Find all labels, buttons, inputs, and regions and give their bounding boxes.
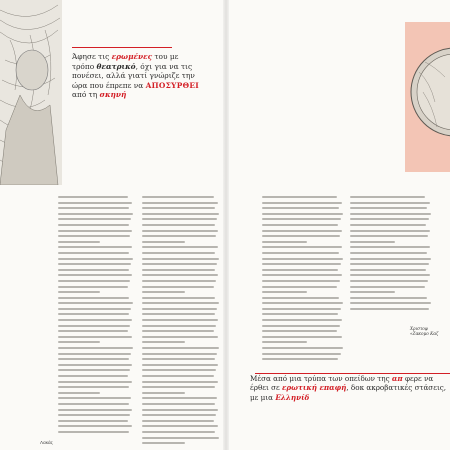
- text-line: [142, 252, 215, 254]
- text-line: [58, 291, 100, 293]
- text-line: [262, 336, 342, 338]
- text-line: [262, 235, 340, 237]
- text-line: [350, 280, 428, 282]
- text-line: [142, 207, 215, 209]
- text-line: [262, 341, 307, 343]
- text-line: [58, 241, 100, 243]
- pull-quote: [72, 52, 200, 100]
- text-line: [58, 386, 129, 388]
- text-line: [142, 414, 216, 416]
- text-line: [350, 286, 425, 288]
- text-line: [350, 207, 427, 209]
- text-line: [350, 263, 429, 265]
- text-line: [142, 437, 219, 439]
- text-line: [350, 230, 430, 232]
- text-line: [142, 409, 218, 411]
- text-line: [142, 353, 217, 355]
- text-line: [58, 230, 132, 232]
- bottom-quote-text: Μέσα από μια τρύπα των οπείδων της: [250, 374, 392, 383]
- text-line: [350, 196, 425, 198]
- text-line: [58, 207, 129, 209]
- text-line: [262, 269, 338, 271]
- text-line: [262, 280, 340, 282]
- text-line: [142, 386, 215, 388]
- bottom-quote-text: φερε να έρθει σε: [250, 374, 434, 393]
- caption-line: «Ζακομο Καζ: [410, 331, 439, 336]
- pull-quote-text: , όχι για να τις πονέσει, αλλά γιατί γνώριζε την ώρα που έπρεπε να: [72, 61, 195, 90]
- text-line: [262, 308, 341, 310]
- text-line: [262, 347, 343, 349]
- text-line: [262, 353, 341, 355]
- page-gutter: [223, 0, 229, 450]
- text-line: [262, 291, 307, 293]
- text-line: [142, 347, 219, 349]
- text-line: [58, 330, 128, 332]
- text-line: [58, 319, 132, 321]
- text-line: [142, 286, 214, 288]
- text-line: [142, 403, 215, 405]
- text-line: [262, 330, 337, 332]
- text-line: [142, 325, 216, 327]
- text-line: [58, 414, 130, 416]
- pull-quote-highlight: θεατρικό: [96, 61, 136, 71]
- text-line: [142, 246, 218, 248]
- text-line: [142, 341, 185, 343]
- text-line: [58, 297, 129, 299]
- text-line: [262, 246, 342, 248]
- text-line: [58, 381, 132, 383]
- author-signature: Λακάς: [40, 440, 53, 445]
- body-column-right-2: [350, 196, 432, 316]
- text-line: [58, 431, 129, 433]
- text-line: [142, 431, 215, 433]
- text-line: [262, 218, 341, 220]
- text-line: [142, 319, 218, 321]
- text-line: [142, 269, 215, 271]
- text-line: [350, 241, 395, 243]
- text-line: [262, 302, 343, 304]
- text-line: [58, 246, 132, 248]
- text-line: [350, 258, 431, 260]
- text-line: [142, 274, 218, 276]
- text-line: [262, 258, 343, 260]
- text-line: [262, 224, 338, 226]
- text-line: [262, 213, 343, 215]
- text-line: [58, 224, 129, 226]
- text-line: [58, 347, 133, 349]
- text-line: [262, 274, 342, 276]
- text-line: [142, 263, 217, 265]
- text-line: [142, 364, 218, 366]
- text-line: [142, 213, 219, 215]
- text-line: [350, 291, 395, 293]
- text-line: [142, 420, 214, 422]
- text-line: [350, 224, 426, 226]
- text-line: [58, 336, 132, 338]
- medallion-portrait: [405, 22, 450, 172]
- text-line: [58, 202, 132, 204]
- text-line: [262, 358, 338, 360]
- text-line: [262, 297, 339, 299]
- text-line: [262, 286, 337, 288]
- text-line: [58, 274, 132, 276]
- text-line: [142, 308, 217, 310]
- text-line: [262, 319, 342, 321]
- text-line: [350, 252, 427, 254]
- bottom-quote-highlight: απ: [391, 374, 403, 383]
- text-line: [262, 325, 340, 327]
- text-line: [350, 297, 427, 299]
- text-line: [350, 213, 431, 215]
- text-line: [142, 291, 185, 293]
- text-line: [262, 252, 339, 254]
- text-line: [262, 207, 339, 209]
- text-line: [58, 280, 130, 282]
- text-line: [142, 302, 219, 304]
- pull-quote-highlight: σκηνή: [99, 90, 127, 100]
- text-line: [142, 381, 218, 383]
- text-line: [58, 409, 132, 411]
- pull-quote-text: του με τρόπο: [72, 52, 179, 71]
- text-line: [350, 235, 428, 237]
- text-line: [142, 336, 218, 338]
- text-line: [262, 196, 337, 198]
- text-line: [58, 218, 131, 220]
- text-line: [58, 403, 129, 405]
- text-line: [142, 230, 218, 232]
- text-line: [58, 252, 129, 254]
- text-line: [58, 263, 131, 265]
- text-line: [262, 202, 342, 204]
- text-line: [350, 218, 429, 220]
- text-line: [142, 358, 215, 360]
- text-line: [142, 280, 216, 282]
- bottom-quote-text: , δοκ ακροβατικές στάσεις, με μια: [250, 383, 447, 402]
- text-line: [58, 196, 128, 198]
- text-line: [58, 258, 133, 260]
- text-line: [350, 202, 430, 204]
- text-line: [142, 330, 214, 332]
- text-line: [58, 425, 132, 427]
- body-column-left-2: [142, 196, 220, 450]
- text-line: [142, 218, 217, 220]
- text-line: [142, 224, 215, 226]
- text-line: [142, 241, 185, 243]
- text-line: [58, 313, 129, 315]
- text-line: [58, 269, 129, 271]
- text-line: [58, 397, 131, 399]
- text-line: [58, 392, 100, 394]
- text-line: [350, 274, 430, 276]
- text-line: [58, 358, 129, 360]
- text-line: [262, 241, 307, 243]
- text-line: [142, 313, 215, 315]
- body-column-right-1: [262, 196, 344, 364]
- text-line: [142, 369, 216, 371]
- text-line: [262, 230, 342, 232]
- text-line: [262, 313, 338, 315]
- text-line: [58, 286, 128, 288]
- image-caption: [410, 326, 438, 336]
- bottom-quote-highlight: Ελληνίδ: [275, 392, 310, 402]
- text-line: [58, 364, 132, 366]
- text-line: [142, 442, 185, 444]
- body-column-left-1: [58, 196, 134, 440]
- text-line: [58, 213, 133, 215]
- text-line: [350, 302, 431, 304]
- text-line: [58, 235, 130, 237]
- text-line: [350, 308, 429, 310]
- text-line: [58, 325, 130, 327]
- engraving-illustration: [0, 0, 62, 185]
- text-line: [142, 258, 219, 260]
- text-line: [142, 392, 185, 394]
- text-line: [58, 302, 133, 304]
- bottom-quote-highlight: ερωτική επαφή: [282, 383, 347, 393]
- caption-line: Χριστοφ: [410, 326, 428, 331]
- pull-quote-highlight: ερωμένες: [111, 52, 153, 61]
- text-line: [142, 196, 214, 198]
- text-line: [58, 420, 128, 422]
- text-line: [58, 341, 100, 343]
- text-line: [350, 269, 426, 271]
- text-line: [58, 369, 130, 371]
- pull-quote-highlight: ΑΠΟΣΥΡΘΕΙ: [145, 80, 200, 90]
- text-line: [142, 297, 215, 299]
- text-line: [262, 263, 341, 265]
- text-line: [58, 375, 128, 377]
- text-line: [142, 202, 218, 204]
- pull-quote-text: Άφησε τις: [72, 52, 112, 61]
- text-line: [350, 246, 430, 248]
- text-line: [142, 235, 216, 237]
- text-line: [58, 308, 131, 310]
- pull-quote-text: από τη: [72, 90, 100, 100]
- text-line: [142, 425, 218, 427]
- text-line: [142, 397, 217, 399]
- pull-quote-rule: [72, 47, 172, 48]
- text-line: [142, 375, 214, 377]
- bottom-pull-quote: [250, 374, 450, 402]
- text-line: [58, 353, 131, 355]
